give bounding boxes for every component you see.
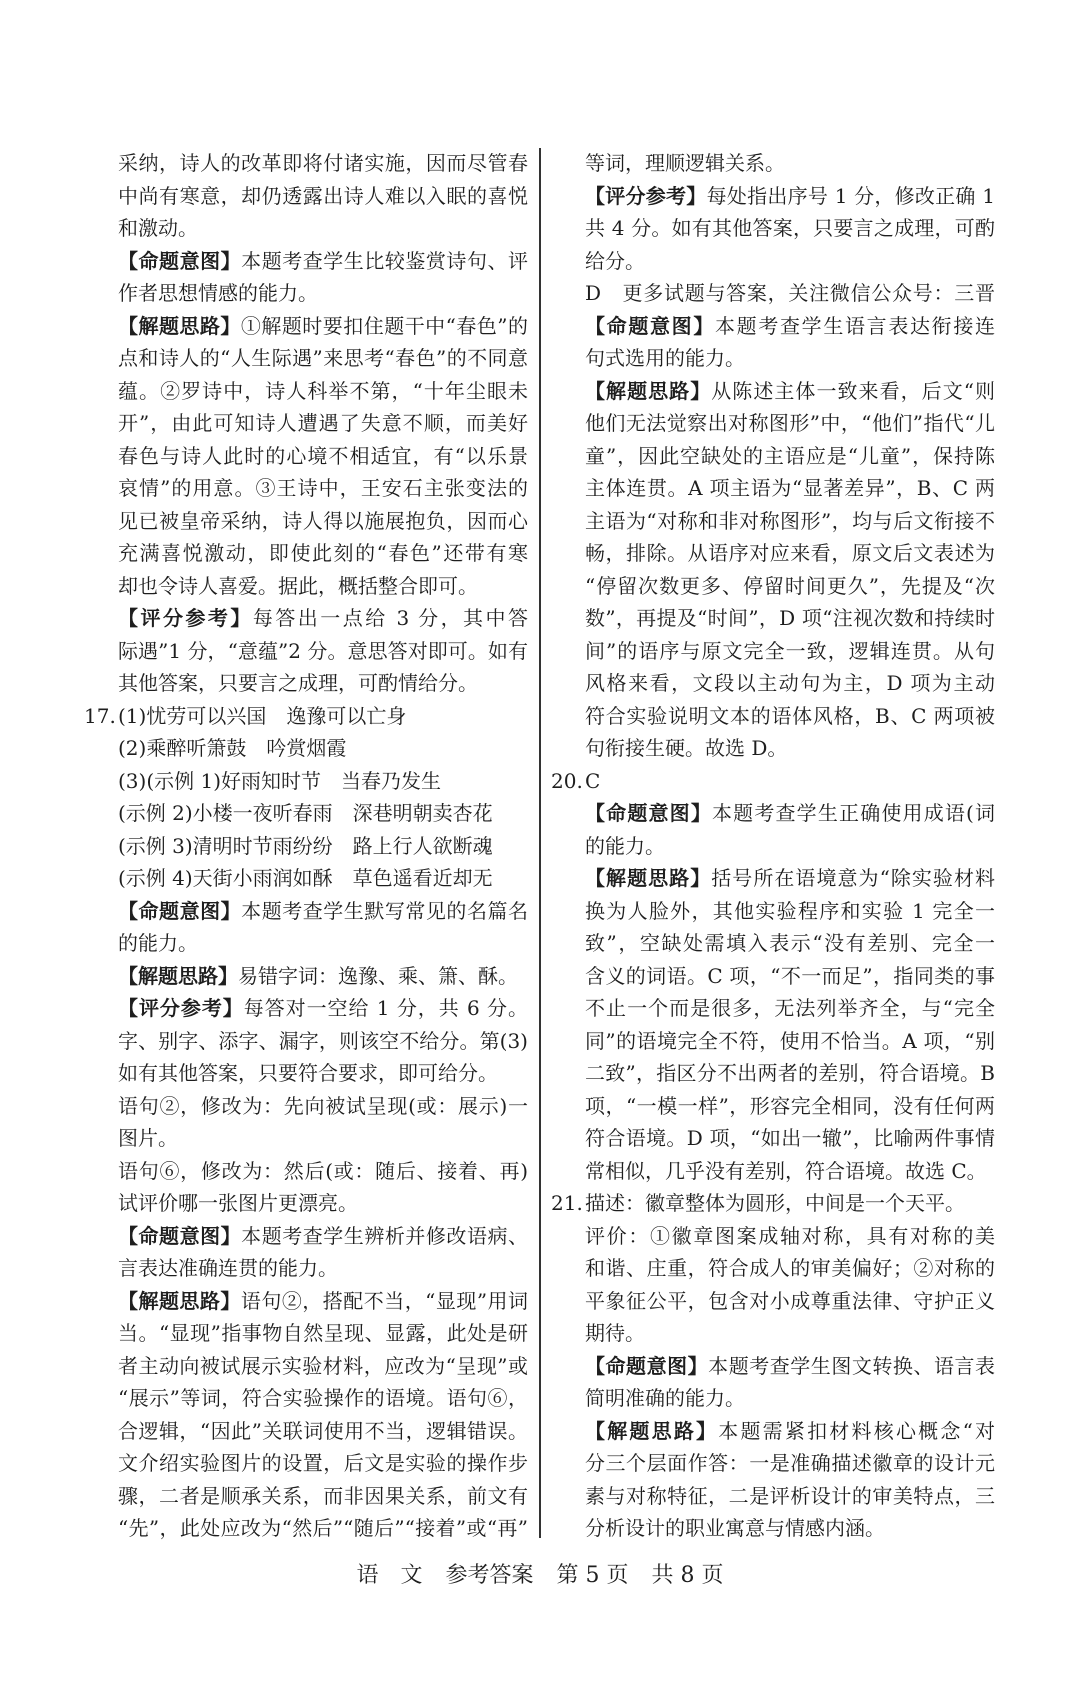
- line-text: 充满喜悦激动，即使此刻的“春色”还带有寒: [118, 541, 528, 565]
- text-line: [585, 831, 995, 861]
- line-text: (1)忧劳可以兴国 逸豫可以亡身: [118, 703, 407, 728]
- line-text: 本题考查学生正确使用成语(词: [712, 801, 995, 825]
- text-line: [118, 213, 528, 243]
- line-text: 言表达准确连贯的能力。: [118, 1256, 338, 1280]
- line-text: 本题考查学生默写常见的名篇名: [241, 898, 528, 923]
- text-line: [585, 473, 995, 503]
- line-text: 本题需紧扣材料核心概念“对: [718, 1418, 995, 1443]
- line-text: 共 4 分。如有其他答案，只要言之成理，可酌: [585, 216, 995, 240]
- text-line: [118, 1221, 528, 1251]
- text-line: [118, 408, 528, 438]
- line-text: 春色与诗人此时的心境不相适宜，有“以乐景: [118, 443, 528, 468]
- line-text: 数”，再提及“时间”，D 项“注视次数和持续时: [585, 606, 995, 630]
- text-line: [118, 1481, 528, 1511]
- text-line: [118, 1091, 528, 1121]
- text-line: [585, 311, 995, 341]
- column-divider: [539, 148, 541, 1538]
- line-text: “先”，此处应改为“然后”“随后”“接着”或“再”: [118, 1516, 528, 1540]
- section-label: 【命题意图】: [118, 898, 242, 923]
- question-number: 20.: [551, 768, 583, 793]
- footer-page-number: 第 5 页: [556, 1563, 629, 1588]
- text-line: [118, 538, 528, 568]
- section-label: 【评分参考】: [118, 606, 253, 630]
- line-text: 句式选用的能力。: [585, 346, 745, 370]
- text-line: [585, 993, 995, 1023]
- text-line: [585, 408, 995, 438]
- text-line: [585, 1058, 995, 1088]
- text-line: [585, 343, 995, 373]
- question-number: 17.: [84, 703, 116, 728]
- line-text: 简明准确的能力。: [585, 1386, 745, 1410]
- line-text: 每答出一点给 3 分，其中答: [252, 606, 528, 630]
- line-text: 他们无法觉察出对称图形”中，“他们”指代“儿: [585, 411, 995, 435]
- line-text: 文介绍实验图片的设置，后文是实验的操作步: [118, 1451, 528, 1475]
- line-text: 点和诗人的“人生际遇”来思考“春色”的不同意: [118, 346, 528, 370]
- line-text: 和激动。: [118, 216, 198, 240]
- line-text: 描述：徽章整体为圆形，中间是一个天平。: [585, 1191, 965, 1215]
- line-text: (3)(示例 1)好雨知时节 当春乃发生: [118, 768, 442, 793]
- section-label: 【命题意图】: [585, 801, 713, 825]
- text-line: [84, 701, 528, 731]
- section-label: 【解题思路】: [585, 1418, 719, 1443]
- line-text: 致”，空缺处需填入表示“没有差别、完全一: [585, 931, 995, 955]
- section-label: 【命题意图】: [118, 248, 242, 273]
- line-text: 项，“一模一样”，形容完全相同，没有任何两: [585, 1093, 995, 1118]
- text-line: [585, 246, 995, 276]
- text-line: [118, 473, 528, 503]
- text-line: [585, 506, 995, 536]
- text-line: [118, 278, 528, 308]
- text-line: [118, 863, 528, 893]
- text-line: [585, 701, 995, 731]
- section-label: 【解题思路】: [118, 963, 238, 988]
- text-line: [585, 668, 995, 698]
- text-line: [585, 571, 995, 601]
- text-line: [551, 766, 995, 796]
- page-footer: [0, 1558, 1080, 1589]
- text-line: [585, 278, 995, 308]
- line-text: (示例 3)清明时节雨纷纷 路上行人欲断魂: [118, 833, 493, 858]
- line-text: 其他答案，只要言之成理，可酌情给分。: [118, 671, 478, 695]
- text-line: [585, 376, 995, 406]
- text-line: [585, 1513, 995, 1543]
- text-line: [118, 1026, 528, 1056]
- line-text: 句衔接生硬。故选 D。: [585, 736, 788, 760]
- text-line: [585, 1448, 995, 1478]
- line-text: 语句②，搭配不当，“显现”用词: [240, 1288, 528, 1313]
- text-line: [585, 928, 995, 958]
- line-text: 却也令诗人喜爱。据此，概括整合即可。: [118, 573, 478, 598]
- line-text: 间”的语序与原文完全一致，逻辑连贯。从句: [585, 638, 995, 663]
- text-line: [585, 1383, 995, 1413]
- line-text: 同”的语境完全不符，使用不恰当。A 项，“别: [585, 1028, 995, 1053]
- line-text: 语句②，修改为：先向被试呈现(或：展示)一: [118, 1093, 528, 1118]
- text-line: [585, 538, 995, 568]
- line-text: 童”，因此空缺处的主语应是“儿童”，保持陈: [585, 443, 995, 468]
- line-text: 当。“显现”指事物自然呈现、显露，此处是研: [118, 1321, 528, 1345]
- text-line: [118, 311, 528, 341]
- text-line: [585, 961, 995, 991]
- footer-total-pages: 共 8 页: [651, 1563, 724, 1588]
- text-line: [118, 1253, 528, 1283]
- line-text: 换为人脸外，其他实验程序和实验 1 完全一: [585, 898, 995, 923]
- line-text: 合逻辑，“因此”关联词使用不当，逻辑错误。: [118, 1418, 528, 1443]
- line-text: 畅，排除。从语序对应来看，原文后文表述为: [585, 541, 995, 565]
- section-label: 【命题意图】: [118, 1223, 242, 1248]
- text-line: [118, 1286, 528, 1316]
- line-text: 常相似，几乎没有差别，符合语境。故选 C。: [585, 1158, 987, 1183]
- line-text: 易错字词：逸豫、乘、箫、酥。: [238, 963, 518, 988]
- text-line: [118, 668, 528, 698]
- line-text: 试评价哪一张图片更漂亮。: [118, 1191, 358, 1215]
- line-text: 本题考查学生比较鉴赏诗句、评: [241, 248, 528, 273]
- text-line: [118, 733, 528, 763]
- line-text: 采纳，诗人的改革即将付诸实施，因而尽管春: [118, 151, 528, 175]
- text-line: [118, 993, 528, 1023]
- section-label: 【解题思路】: [585, 866, 712, 890]
- text-line: [118, 603, 528, 633]
- text-line: [118, 636, 528, 666]
- line-text: 中尚有寒意，却仍透露出诗人难以入眠的喜悦: [118, 183, 528, 208]
- line-text: 见已被皇帝采纳，诗人得以施展抱负，因而心: [118, 508, 528, 533]
- line-text: 不止一个而是很多，无法列举齐全，与“完全: [585, 996, 995, 1020]
- text-line: [585, 1481, 995, 1511]
- section-label: 【解题思路】: [585, 378, 712, 403]
- text-line: [118, 831, 528, 861]
- text-line: [585, 1286, 995, 1316]
- line-text: 风格来看，文段以主动句为主，D 项为主动: [585, 671, 995, 695]
- text-line: [118, 896, 528, 926]
- text-line: [585, 863, 995, 893]
- text-line: [118, 798, 528, 828]
- section-label: 【命题意图】: [585, 313, 715, 338]
- text-line: [118, 181, 528, 211]
- line-text: 每处指出序号 1 分，修改正确 1: [706, 183, 995, 208]
- text-line: [118, 1058, 528, 1088]
- line-text: C: [585, 768, 601, 793]
- line-text: 含义的词语。C 项，“不一而足”，指同类的事: [585, 963, 995, 988]
- line-text: 骤，二者是顺承关系，而非因果关系，前文有: [118, 1483, 528, 1508]
- text-line: [585, 1091, 995, 1121]
- text-line: [118, 1351, 528, 1381]
- line-text: 括号所在语境意为“除实验材料: [711, 866, 995, 890]
- line-text: 评价：①徽章图案成轴对称，具有对称的美: [585, 1223, 995, 1248]
- line-text: 给分。: [585, 248, 645, 273]
- text-line: [118, 376, 528, 406]
- text-line: [118, 1188, 528, 1218]
- line-text: 哀情”的用意。③王诗中，王安石主张变法的: [118, 476, 528, 500]
- section-label: 【解题思路】: [118, 1288, 241, 1313]
- text-line: [118, 343, 528, 373]
- section-label: 【评分参考】: [585, 183, 707, 208]
- text-line: [118, 571, 528, 601]
- section-label: 【解题思路】: [118, 313, 241, 338]
- line-text: (示例 4)天街小雨润如酥 草色遥看近却无: [118, 866, 493, 890]
- line-text: ①解题时要扣住题干中“春色”的: [240, 313, 528, 338]
- line-text: “展示”等词，符合实验操作的语境。语句⑥，: [118, 1386, 528, 1410]
- text-line: [585, 896, 995, 926]
- text-line: [585, 1318, 995, 1348]
- text-line: [585, 1026, 995, 1056]
- section-label: 【评分参考】: [118, 996, 244, 1020]
- line-text: 本题考查学生图文转换、语言表: [708, 1353, 995, 1378]
- line-text: 语句⑥，修改为：然后(或：随后、接着、再): [118, 1158, 528, 1183]
- line-text: 二致”，指区分不出两者的差别，符合语境。B: [585, 1061, 995, 1085]
- line-text: 图片。: [118, 1126, 178, 1150]
- footer-subject: 语 文: [356, 1563, 423, 1588]
- text-line: [118, 148, 528, 178]
- text-line: [585, 441, 995, 471]
- text-line: [585, 1351, 995, 1381]
- text-line: [118, 246, 528, 276]
- text-line: [585, 1253, 995, 1283]
- text-line: [585, 603, 995, 633]
- line-text: 从陈述主体一致来看，后文“则: [711, 378, 995, 403]
- line-text: 和谐、庄重，符合成人的审美偏好；②对称的: [585, 1256, 995, 1280]
- text-line: [585, 1221, 995, 1251]
- line-text: 期待。: [585, 1321, 645, 1345]
- text-line: [118, 1383, 528, 1413]
- text-line: [118, 1416, 528, 1446]
- text-line: [118, 506, 528, 536]
- text-line: [118, 1318, 528, 1348]
- text-line: [585, 181, 995, 211]
- line-text: 符合实验说明文本的语体风格，B、C 两项被: [585, 703, 995, 728]
- text-line: [585, 733, 995, 763]
- text-line: [118, 1123, 528, 1153]
- text-line: [118, 961, 528, 991]
- line-text: 本题考查学生辨析并修改语病、: [241, 1223, 528, 1248]
- text-line: [118, 766, 528, 796]
- text-line: [118, 928, 528, 958]
- line-text: 主语为“对称和非对称图形”，均与后文衔接不: [585, 508, 995, 533]
- text-line: [585, 636, 995, 666]
- text-line: [551, 1188, 995, 1218]
- text-line: [585, 798, 995, 828]
- line-text: 如有其他答案，只要符合要求，即可给分。: [118, 1061, 498, 1085]
- section-label: 【命题意图】: [585, 1353, 709, 1378]
- line-text: 开”，由此可知诗人遭遇了失意不顺，而美好: [118, 411, 528, 435]
- text-line: [585, 1416, 995, 1446]
- line-text: 分三个层面作答：一是准确描述徽章的设计元: [585, 1451, 995, 1475]
- text-line: [585, 148, 995, 178]
- line-text: 符合语境。D 项，“如出一辙”，比喻两件事情: [585, 1126, 995, 1150]
- line-text: 的能力。: [118, 931, 198, 955]
- text-line: [118, 441, 528, 471]
- line-text: 等词，理顺逻辑关系。: [585, 151, 785, 175]
- text-line: [118, 1156, 528, 1186]
- line-text: 分析设计的职业寓意与情感内涵。: [585, 1516, 885, 1540]
- line-text: 的能力。: [585, 833, 665, 858]
- question-number: 21.: [551, 1191, 583, 1215]
- footer-doc-title: 参考答案: [445, 1563, 534, 1588]
- line-text: (示例 2)小楼一夜听春雨 深巷明朝卖杏花: [118, 801, 493, 825]
- line-text: 者主动向被试展示实验材料，应改为“呈现”或: [118, 1353, 528, 1378]
- line-text: “停留次数更多、停留时间更久”，先提及“次: [585, 573, 995, 598]
- line-text: 素与对称特征，二是评析设计的审美特点，三: [585, 1483, 995, 1508]
- text-line: [585, 1156, 995, 1186]
- line-text: 平象征公平，包含对小成尊重法律、守护正义: [585, 1288, 995, 1313]
- line-text: 主体连贯。A 项主语为“显著差异”，B、C 两: [585, 476, 995, 500]
- line-text: 蕴。②罗诗中，诗人科举不第，“十年尘眼未: [118, 378, 528, 403]
- text-line: [118, 1448, 528, 1478]
- text-line: [585, 213, 995, 243]
- line-text: 字、别字、添字、漏字，则该空不给分。第(3): [118, 1028, 528, 1053]
- text-line: [585, 1123, 995, 1153]
- line-text: D 更多试题与答案，关注微信公众号：三晋: [585, 281, 995, 305]
- line-text: 本题考查学生语言表达衔接连: [715, 313, 995, 338]
- line-text: (2)乘醉听箫鼓 吟赏烟霞: [118, 736, 347, 760]
- line-text: 每答对一空给 1 分，共 6 分。: [243, 996, 528, 1020]
- text-line: [118, 1513, 528, 1543]
- line-text: 际遇”1 分，“意蕴”2 分。意思答对即可。如有: [118, 638, 528, 663]
- line-text: 作者思想情感的能力。: [118, 281, 318, 305]
